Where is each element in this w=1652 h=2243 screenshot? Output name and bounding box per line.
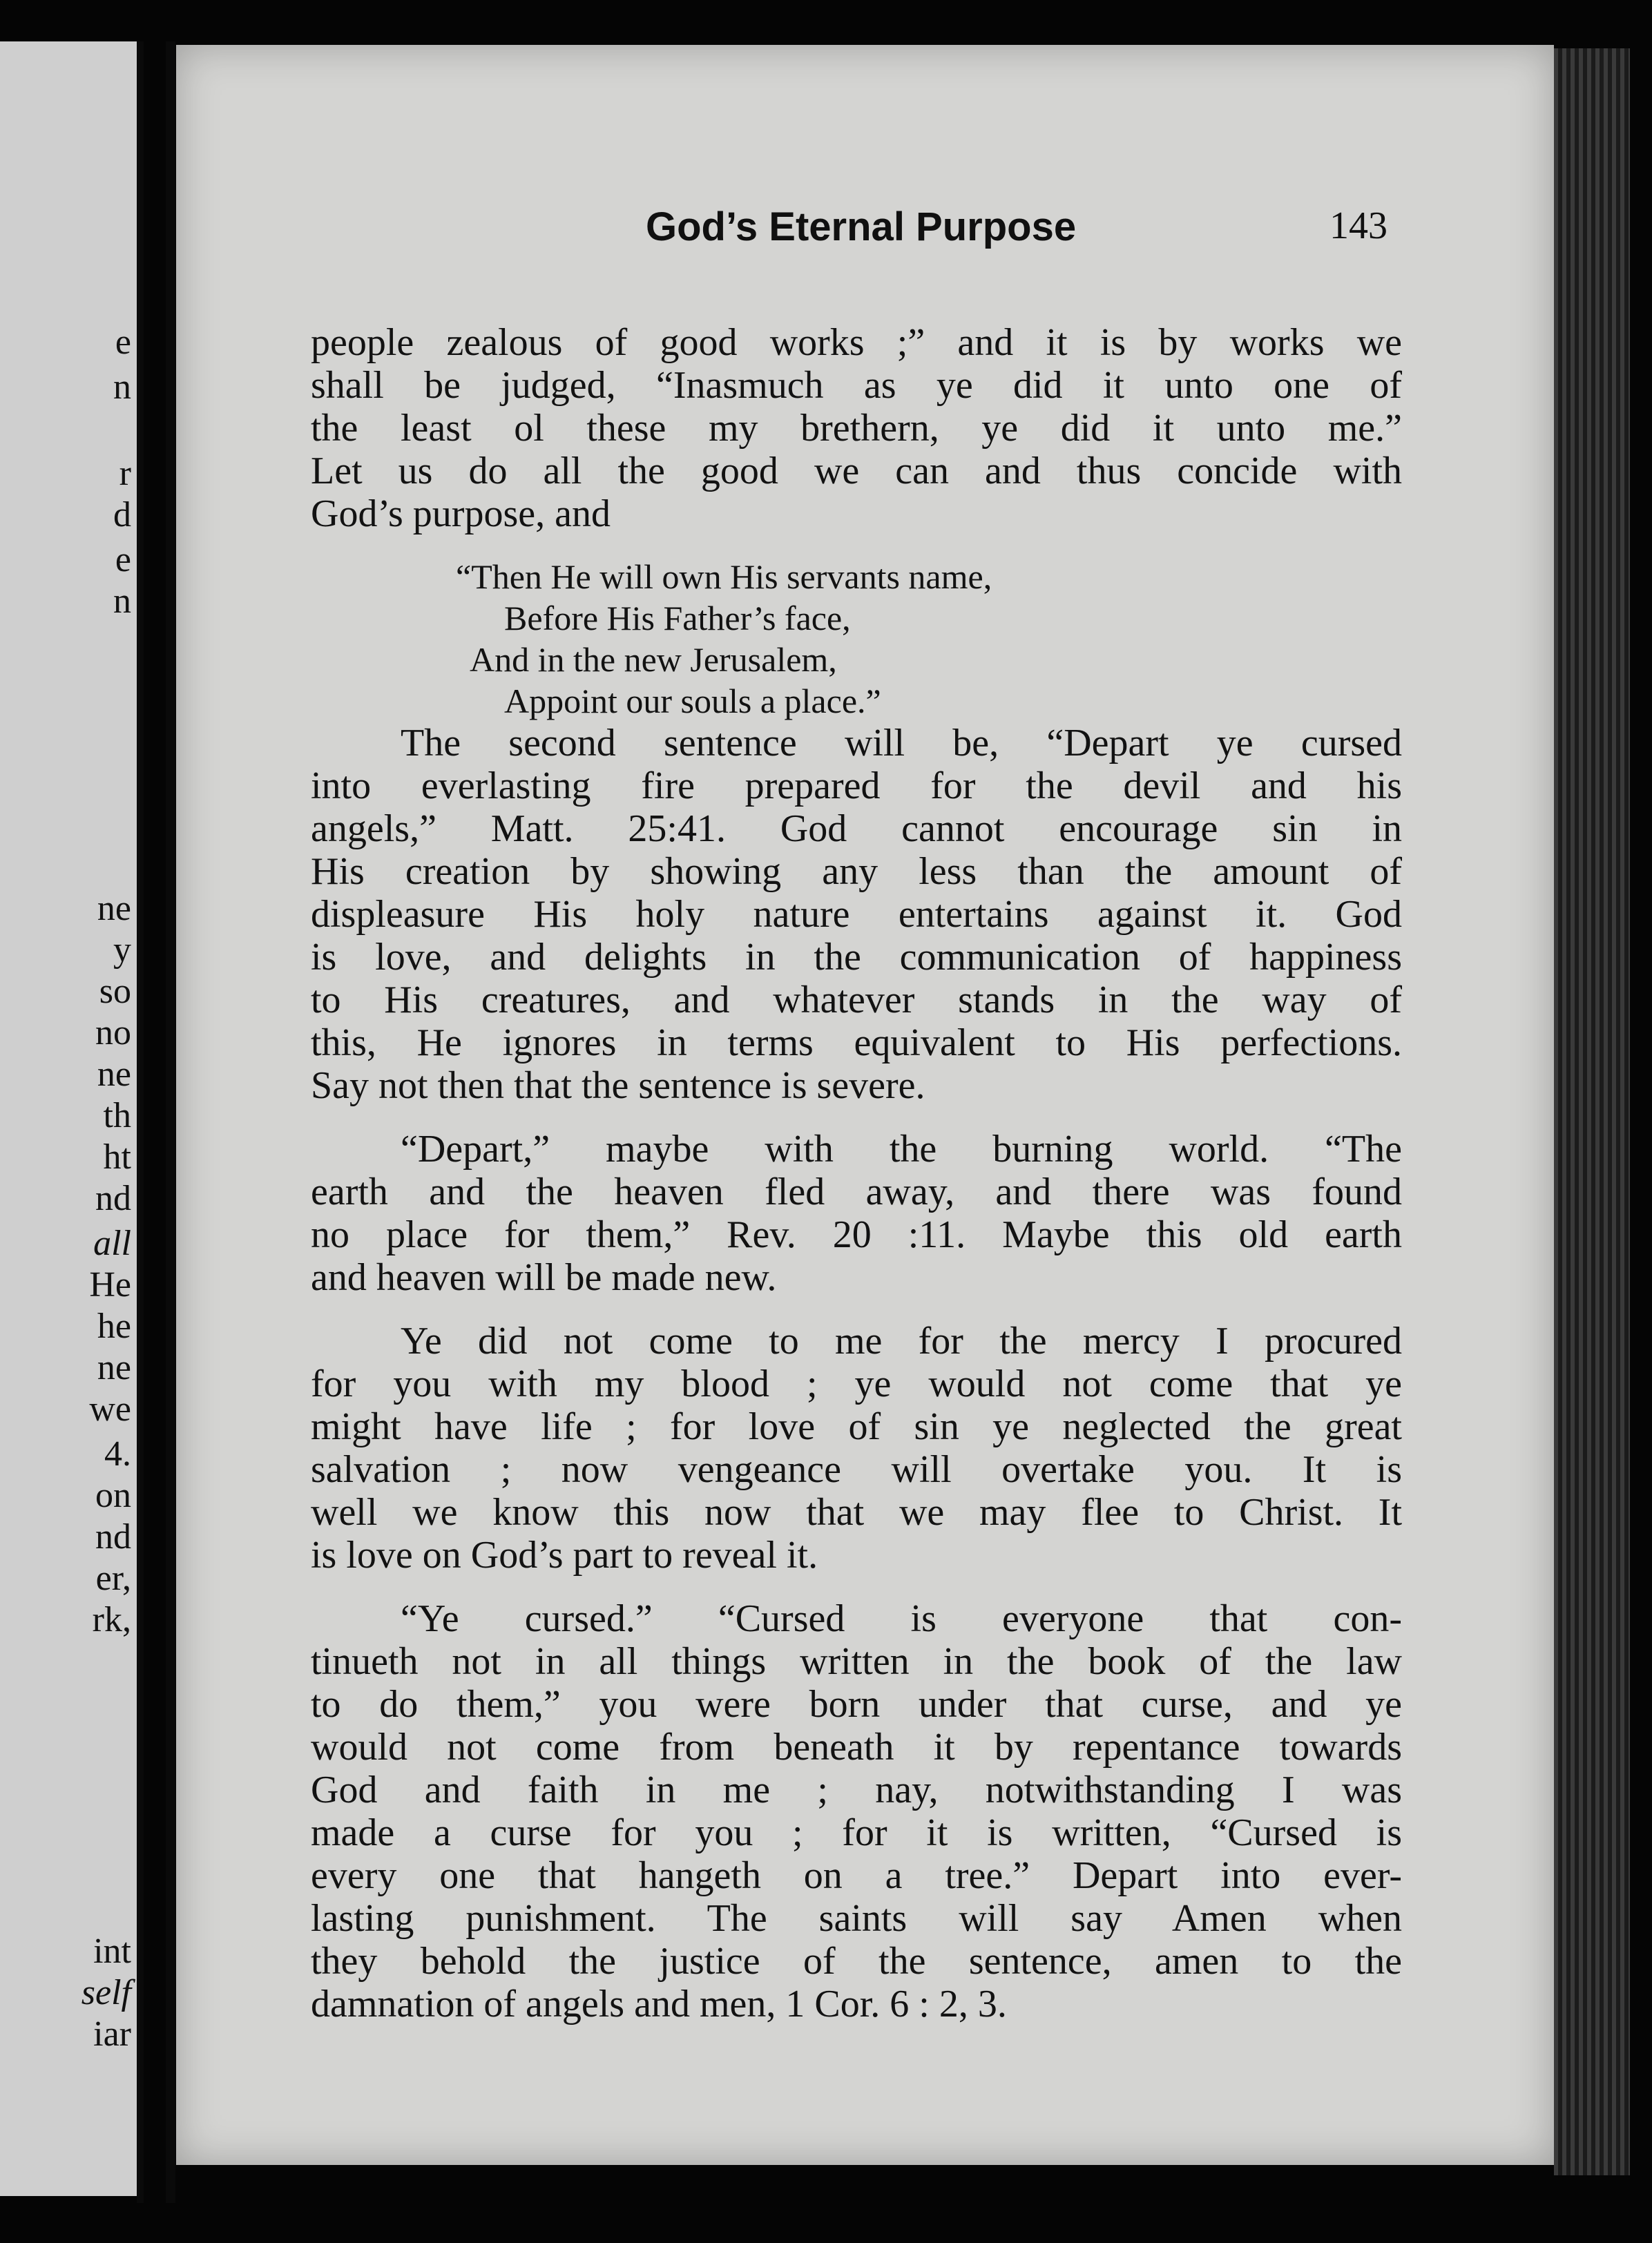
text-line: would not come from beneath it by repentance towards (311, 1726, 1402, 1769)
text-line: angels,” Matt. 25:41. God cannot encourage sin in (311, 807, 1402, 850)
left-page-fragment: ne (97, 889, 131, 928)
text-line: The second sentence will be, “Depart ye cursed (401, 722, 1402, 764)
text-line: God and faith in me ; nay, notwithstanding I was (311, 1769, 1402, 1811)
text-line: every one that hangeth on a tree.” Depart into ever- (311, 1854, 1402, 1897)
text-line: shall be judged, “Inasmuch as ye did it unto one of (311, 364, 1402, 407)
left-page-fragment: He (89, 1265, 131, 1305)
verse-line: And in the new Jerusalem, (470, 640, 837, 679)
book-page (176, 45, 1554, 2165)
paragraph (311, 722, 1402, 1107)
text-line: salvation ; now vengeance will overtake you. It is (311, 1448, 1402, 1491)
left-page-fragment: he (97, 1307, 131, 1346)
text-line: Let us do all the good we can and thus concide with (311, 450, 1402, 492)
text-line: “Depart,” maybe with the burning world. “The (401, 1128, 1402, 1171)
text-line: tinueth not in all things written in the book of the law (311, 1640, 1402, 1683)
left-page-fragment: nd (95, 1517, 131, 1557)
page-header (176, 204, 1554, 266)
left-page-fragment: ne (97, 1348, 131, 1387)
left-page-fragment: th (103, 1096, 131, 1135)
verse-line: Before His Father’s face, (504, 599, 851, 637)
left-page-fragment: ne (97, 1055, 131, 1094)
left-page-fragment: y (113, 930, 131, 970)
left-page-fragment: int (93, 1932, 131, 1971)
left-page-fragment: all (93, 1224, 131, 1263)
page-edges (1554, 48, 1630, 2175)
left-facing-page (0, 41, 138, 2196)
text-line: the least ol these my brethern, ye did it unto me.” (311, 407, 1402, 450)
left-page-fragment: nd (95, 1179, 131, 1218)
verse-quote (311, 556, 1402, 722)
left-page-fragment: ht (103, 1137, 131, 1177)
running-title: God’s Eternal Purpose (646, 204, 1077, 249)
left-page-fragment: r (119, 454, 131, 493)
left-page-fragment: n (113, 367, 131, 407)
left-page-fragment: we (89, 1389, 131, 1429)
book-gutter (137, 41, 144, 2203)
text-line: to His creatures, and whatever stands in the way of (311, 979, 1402, 1021)
left-page-fragment: n (113, 581, 131, 621)
book-gutter (166, 41, 175, 2203)
text-line: well we know this now that we may flee to Christ. It (311, 1491, 1402, 1534)
text-line: lasting punishment. The saints will say Amen when (311, 1897, 1402, 1940)
text-line: “Ye cursed.” “Cursed is everyone that con- (401, 1597, 1402, 1640)
text-line: this, He ignores in terms equivalent to His perfections. (311, 1021, 1402, 1064)
text-line: is love on God’s part to reveal it. (311, 1534, 818, 1577)
page-body (311, 321, 1402, 2046)
left-page-fragment: iar (93, 2014, 131, 2054)
text-line: displeasure His holy nature entertains against it. God (311, 893, 1402, 936)
text-line: and heaven will be made new. (311, 1256, 777, 1299)
left-page-fragment: so (99, 972, 131, 1011)
text-line: might have life ; for love of sin ye neglected the great (311, 1405, 1402, 1448)
left-page-fragment: rk, (92, 1600, 131, 1639)
paragraph (311, 1128, 1402, 1299)
left-page-fragment: no (95, 1013, 131, 1052)
text-line: made a curse for you ; for it is written, “Cursed is (311, 1811, 1402, 1854)
left-page-fragment: d (113, 495, 131, 535)
paragraph (311, 1597, 1402, 2025)
verse-line: “Then He will own His servants name, (456, 557, 992, 596)
text-line: His creation by showing any less than the amount of (311, 850, 1402, 893)
text-line: no place for them,” Rev. 20 :11. Maybe this old earth (311, 1213, 1402, 1256)
text-line: for you with my blood ; ye would not come that ye (311, 1363, 1402, 1405)
text-line: God’s purpose, and (311, 492, 611, 535)
text-line: they behold the justice of the sentence, amen to the (311, 1940, 1402, 1983)
text-line: earth and the heaven fled away, and there was found (311, 1171, 1402, 1213)
paragraph (311, 321, 1402, 535)
text-line: to do them,” you were born under that curse, and ye (311, 1683, 1402, 1726)
text-line: Ye did not come to me for the mercy I procured (401, 1320, 1402, 1363)
page-number: 143 (1329, 204, 1387, 247)
text-line: is love, and delights in the communication of happiness (311, 936, 1402, 979)
left-page-fragment: er, (95, 1559, 131, 1598)
paragraph (311, 1320, 1402, 1577)
left-page-fragment: self (81, 1973, 131, 2012)
left-page-fragment: 4. (104, 1434, 131, 1474)
text-line: people zealous of good works ;” and it is by works we (311, 321, 1402, 364)
left-page-fragment: on (95, 1476, 131, 1515)
text-line: Say not then that the sentence is severe. (311, 1064, 925, 1107)
text-line: damnation of angels and men, 1 Cor. 6 : 2, 3. (311, 1983, 1007, 2025)
verse-line: Appoint our souls a place.” (504, 682, 881, 720)
left-page-fragment: e (115, 540, 131, 579)
text-line: into everlasting fire prepared for the devil and his (311, 764, 1402, 807)
left-page-fragment: e (115, 323, 131, 362)
